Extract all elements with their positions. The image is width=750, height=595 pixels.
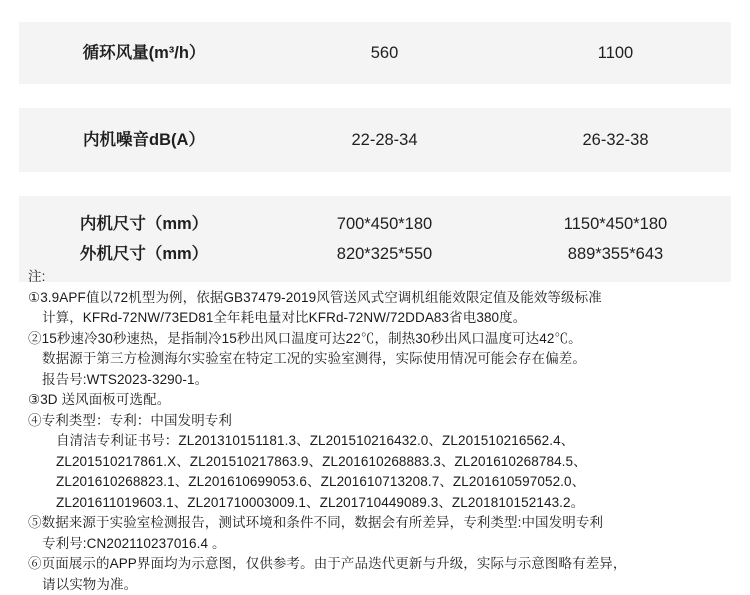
table-row	[19, 22, 731, 84]
table-row-spacer	[19, 0, 731, 22]
table-row-spacer	[19, 84, 731, 108]
spacer-cell-col2	[500, 172, 731, 196]
note-item-2-cont: 数据源于第三方检测海尔实验室在特定工况的实验室测得，实际使用情况可能会存在偏差。	[28, 349, 728, 370]
note-patent-line-3: ZL201610268823.1、ZL201610699053.6、ZL201610713208.7、ZL201610597052.0、	[28, 472, 728, 493]
row-value-noise-col1: 22-28-34	[269, 108, 500, 172]
table-row-spacer	[19, 172, 731, 196]
specification-table	[19, 0, 731, 282]
spacer-cell-label	[19, 0, 269, 22]
spacer-cell-col1	[269, 0, 500, 22]
value-indoor-dimensions-col2: 1150*450*180	[500, 209, 731, 239]
notes-heading: 注:	[28, 267, 728, 288]
note-item-3: ③3D 送风面板可选配。	[28, 390, 728, 411]
note-item-1-cont: 计算，KFRd-72NW/73ED81全年耗电量对比KFRd-72NW/72DDA83省电380度。	[28, 308, 728, 329]
note-item-6: ⑥页面展示的APP界面均为示意图，仅供参考。由于产品迭代更新与升级，实际与示意图略有差异，	[28, 554, 728, 575]
row-value-airflow-col1: 560	[269, 22, 500, 84]
row-label-indoor-dimensions: 内机尺寸（mm）	[19, 209, 269, 239]
value-outdoor-dimensions-col2: 889*355*643	[500, 239, 731, 269]
spacer-cell-col2	[500, 84, 731, 108]
row-value-airflow-col2: 1100	[500, 22, 731, 84]
row-label-noise: 内机噪音dB(A）	[19, 108, 269, 172]
note-item-1: ①3.9APF值以72机型为例，依据GB37479-2019风管送风式空调机组能效限定值及能效等级标准	[28, 288, 728, 309]
note-item-5: ⑤数据来源于实验室检测报告，测试环境和条件不同，数据会有所差异，专利类型:中国发明专利	[28, 513, 728, 534]
table-row	[19, 108, 731, 172]
row-label-airflow: 循环风量(m³/h）	[19, 22, 269, 84]
note-item-6-cont: 请以实物为准。	[28, 575, 728, 595]
note-patent-line-1: 自清洁专利证书号：ZL201310151181.3、ZL201510216432.0、ZL201510216562.4、	[28, 431, 728, 452]
spacer-cell-label	[19, 84, 269, 108]
note-item-2: ②15秒速冷30秒速热，是指制冷15秒出风口温度可达22℃，制热30秒出风口温度可达42℃。	[28, 329, 728, 350]
note-item-2-report: 报告号:WTS2023-3290-1。	[28, 370, 728, 391]
note-item-4: ④专利类型：专利：中国发明专利	[28, 411, 728, 432]
note-item-5-cont: 专利号:CN202110237016.4 。	[28, 534, 728, 555]
value-indoor-dimensions-col1: 700*450*180	[269, 209, 500, 239]
spacer-cell-label	[19, 172, 269, 196]
notes-section	[28, 267, 728, 595]
value-outdoor-dimensions-col1: 820*325*550	[269, 239, 500, 269]
row-value-noise-col2: 26-32-38	[500, 108, 731, 172]
spacer-cell-col2	[500, 0, 731, 22]
note-patent-line-4: ZL201611019603.1、ZL201710003009.1、ZL201710449089.3、ZL201810152143.2。	[28, 493, 728, 514]
row-label-outdoor-dimensions: 外机尺寸（mm）	[19, 239, 269, 269]
spacer-cell-col1	[269, 84, 500, 108]
note-patent-line-2: ZL201510217861.X、ZL201510217863.9、ZL201610268883.3、ZL201610268784.5、	[28, 452, 728, 473]
spacer-cell-col1	[269, 172, 500, 196]
